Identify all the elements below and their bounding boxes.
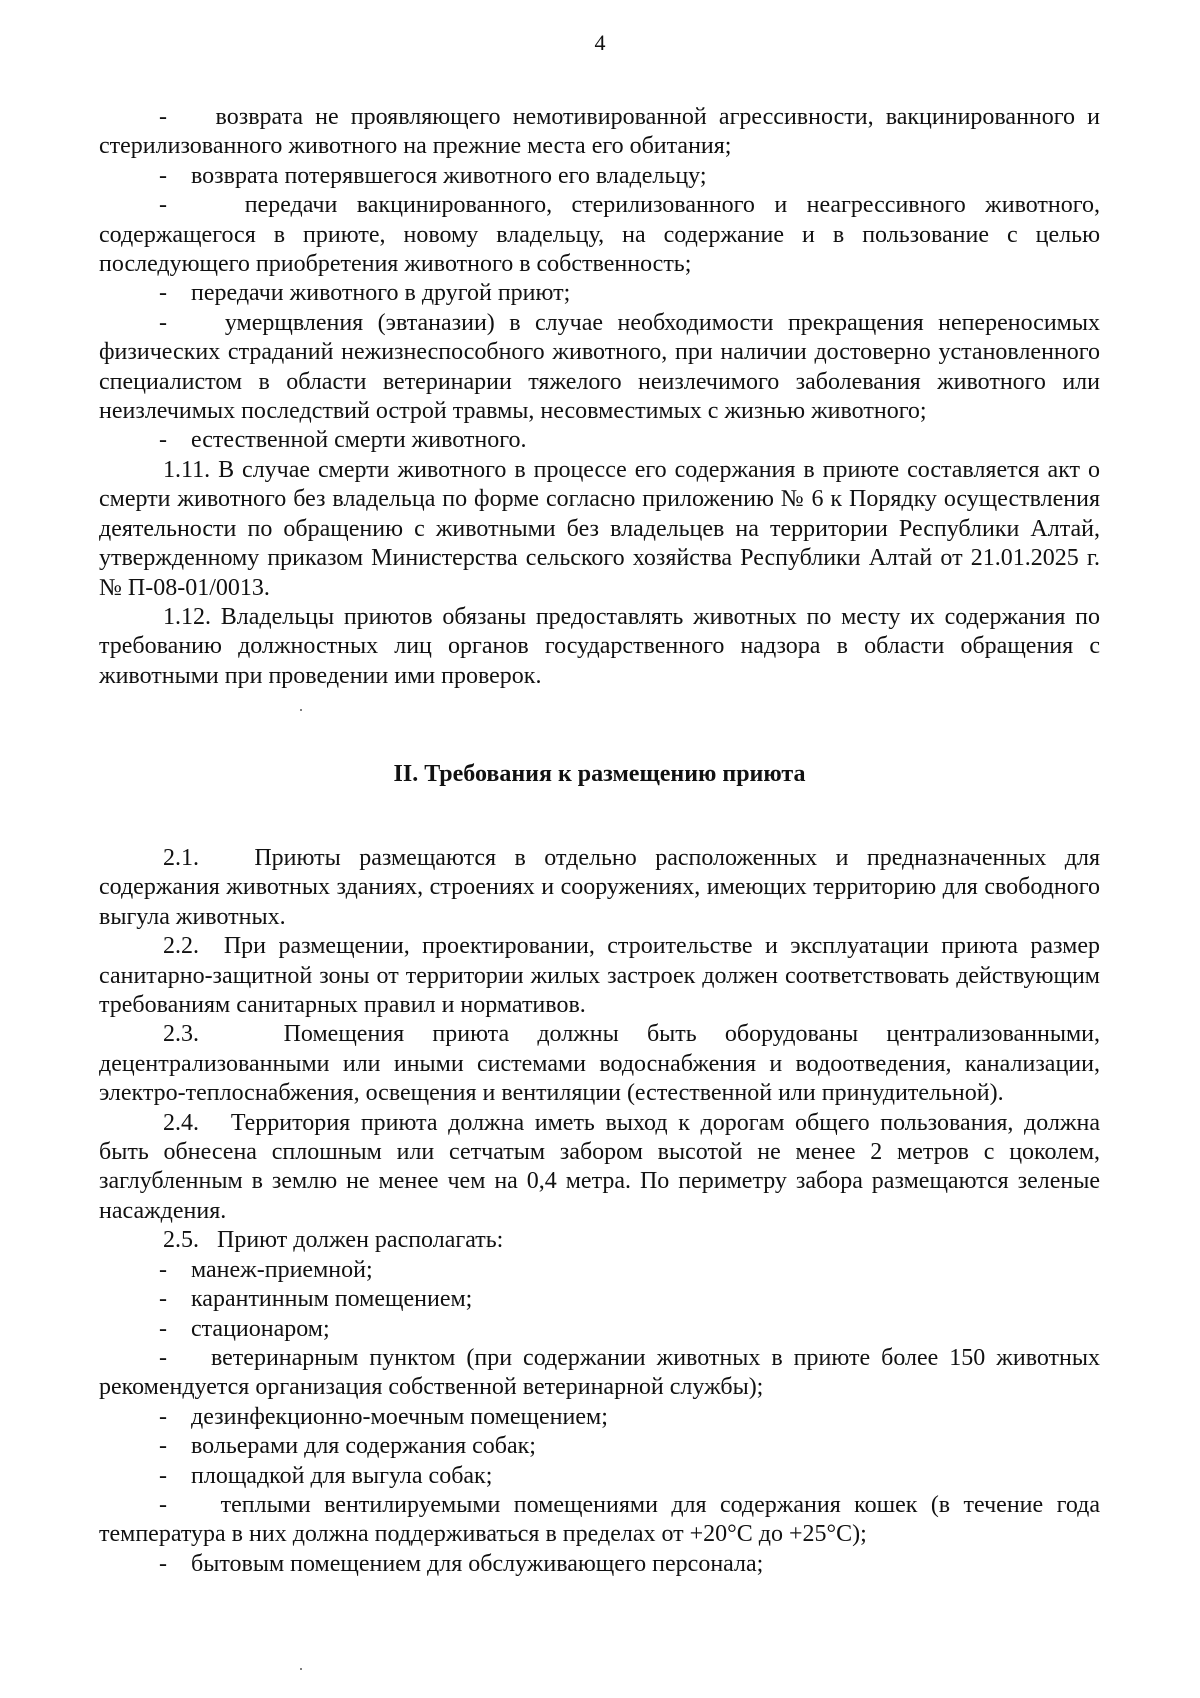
list-item: - стационаром; [159, 1315, 330, 1342]
list-item: - возврата не проявляющего немотивированной агрессивности, вакцинированного и стерилизованного животного на прежние места его обитания; [99, 104, 1100, 160]
section-1-continuation [99, 103, 1100, 691]
list-item: - умерщвления (эвтаназии) в случае необходимости прекращения непереносимых физических страданий нежизнеспособного животного, при наличии достоверно установленного специалистом в области ветеринарии тяжелого неизлечимого заболевания животного или неизлечимых последствий острой травмы, несовместимых с жизнью животного; [99, 309, 1100, 425]
scan-speck [300, 1668, 302, 1670]
clause-1-11: 1.11. В случае смерти животного в процессе его содержания в приюте составляется акт о смерти животного без владельца по форме согласно приложению № 6 к Порядку осуществления деятельности по обращению с животными без владельцев на территории Республики Алтай, утвержденному приказом Министерства сельского хозяйства Республики Алтай от 21.01.2025 г. № П-08-01/0013. [99, 456, 1100, 601]
list-item: - бытовым помещением для обслуживающего персонала; [159, 1550, 764, 1577]
clause-2-4: 2.4. Территория приюта должна иметь выход к дорогам общего пользования, должна быть обнесена сплошным или сетчатым забором высотой не менее 2 метров с цоколем, заглубленным в землю не менее чем на 0,4 метра. По периметру забора размещаются зеленые насаждения. [99, 1109, 1100, 1224]
list-item: - ветеринарным пунктом (при содержании животных в приюте более 150 животных рекомендуется организация собственной ветеринарной службы); [99, 1344, 1100, 1401]
list-item: - вольерами для содержания собак; [159, 1433, 536, 1460]
list-item: - естественной смерти животного. [159, 427, 527, 454]
list-item: - возврата потерявшегося животного его владельцу; [159, 162, 707, 189]
page-number: 4 [594, 30, 606, 55]
list-item: - карантинным помещением; [159, 1286, 473, 1313]
list-item: - передачи вакцинированного, стерилизованного и неагрессивного животного, содержащегося в приюте, новому владельцу, на содержание и в пользование с целью последующего приобретения животного в собственность; [99, 192, 1100, 278]
section-heading: II. Требования к размещению приюта [393, 761, 806, 787]
clause-2-5: 2.5. Приют должен располагать: [163, 1227, 504, 1254]
list-item: - манеж-приемной; [159, 1256, 373, 1283]
list-item: - площадкой для выгула собак; [159, 1462, 493, 1489]
clause-1-12: 1.12. Владельцы приютов обязаны предоставлять животных по месту их содержания по требованию должностных лиц органов государственного надзора в области обращения с животными при проведении ими проверок. [99, 603, 1100, 689]
section-2-body [99, 844, 1100, 1579]
clause-2-3: 2.3. Помещения приюта должны быть оборудованы централизованными, децентрализованными или иными системами водоснабжения и водоотведения, канализации, электро-теплоснабжения, освещения и вентиляции (естественной или принудительной). [99, 1021, 1100, 1107]
list-item: - теплыми вентилируемыми помещениями для содержания кошек (в течение года температура в них должна поддерживаться в пределах от +20°С до +25°С); [99, 1491, 1100, 1548]
scan-speck [300, 709, 302, 711]
list-item: - дезинфекционно-моечным помещением; [159, 1403, 608, 1430]
clause-2-2: 2.2. При размещении, проектировании, строительстве и эксплуатации приюта размер санитарно-защитной зоны от территории жилых застроек должен соответствовать действующим требованиям санитарных правил и нормативов. [99, 933, 1100, 1019]
list-item: - передачи животного в другой приют; [159, 280, 571, 307]
clause-2-1: 2.1. Приюты размещаются в отдельно расположенных и предназначенных для содержания животных зданиях, строениях и сооружениях, имеющих территорию для свободного выгула животных. [99, 845, 1100, 930]
